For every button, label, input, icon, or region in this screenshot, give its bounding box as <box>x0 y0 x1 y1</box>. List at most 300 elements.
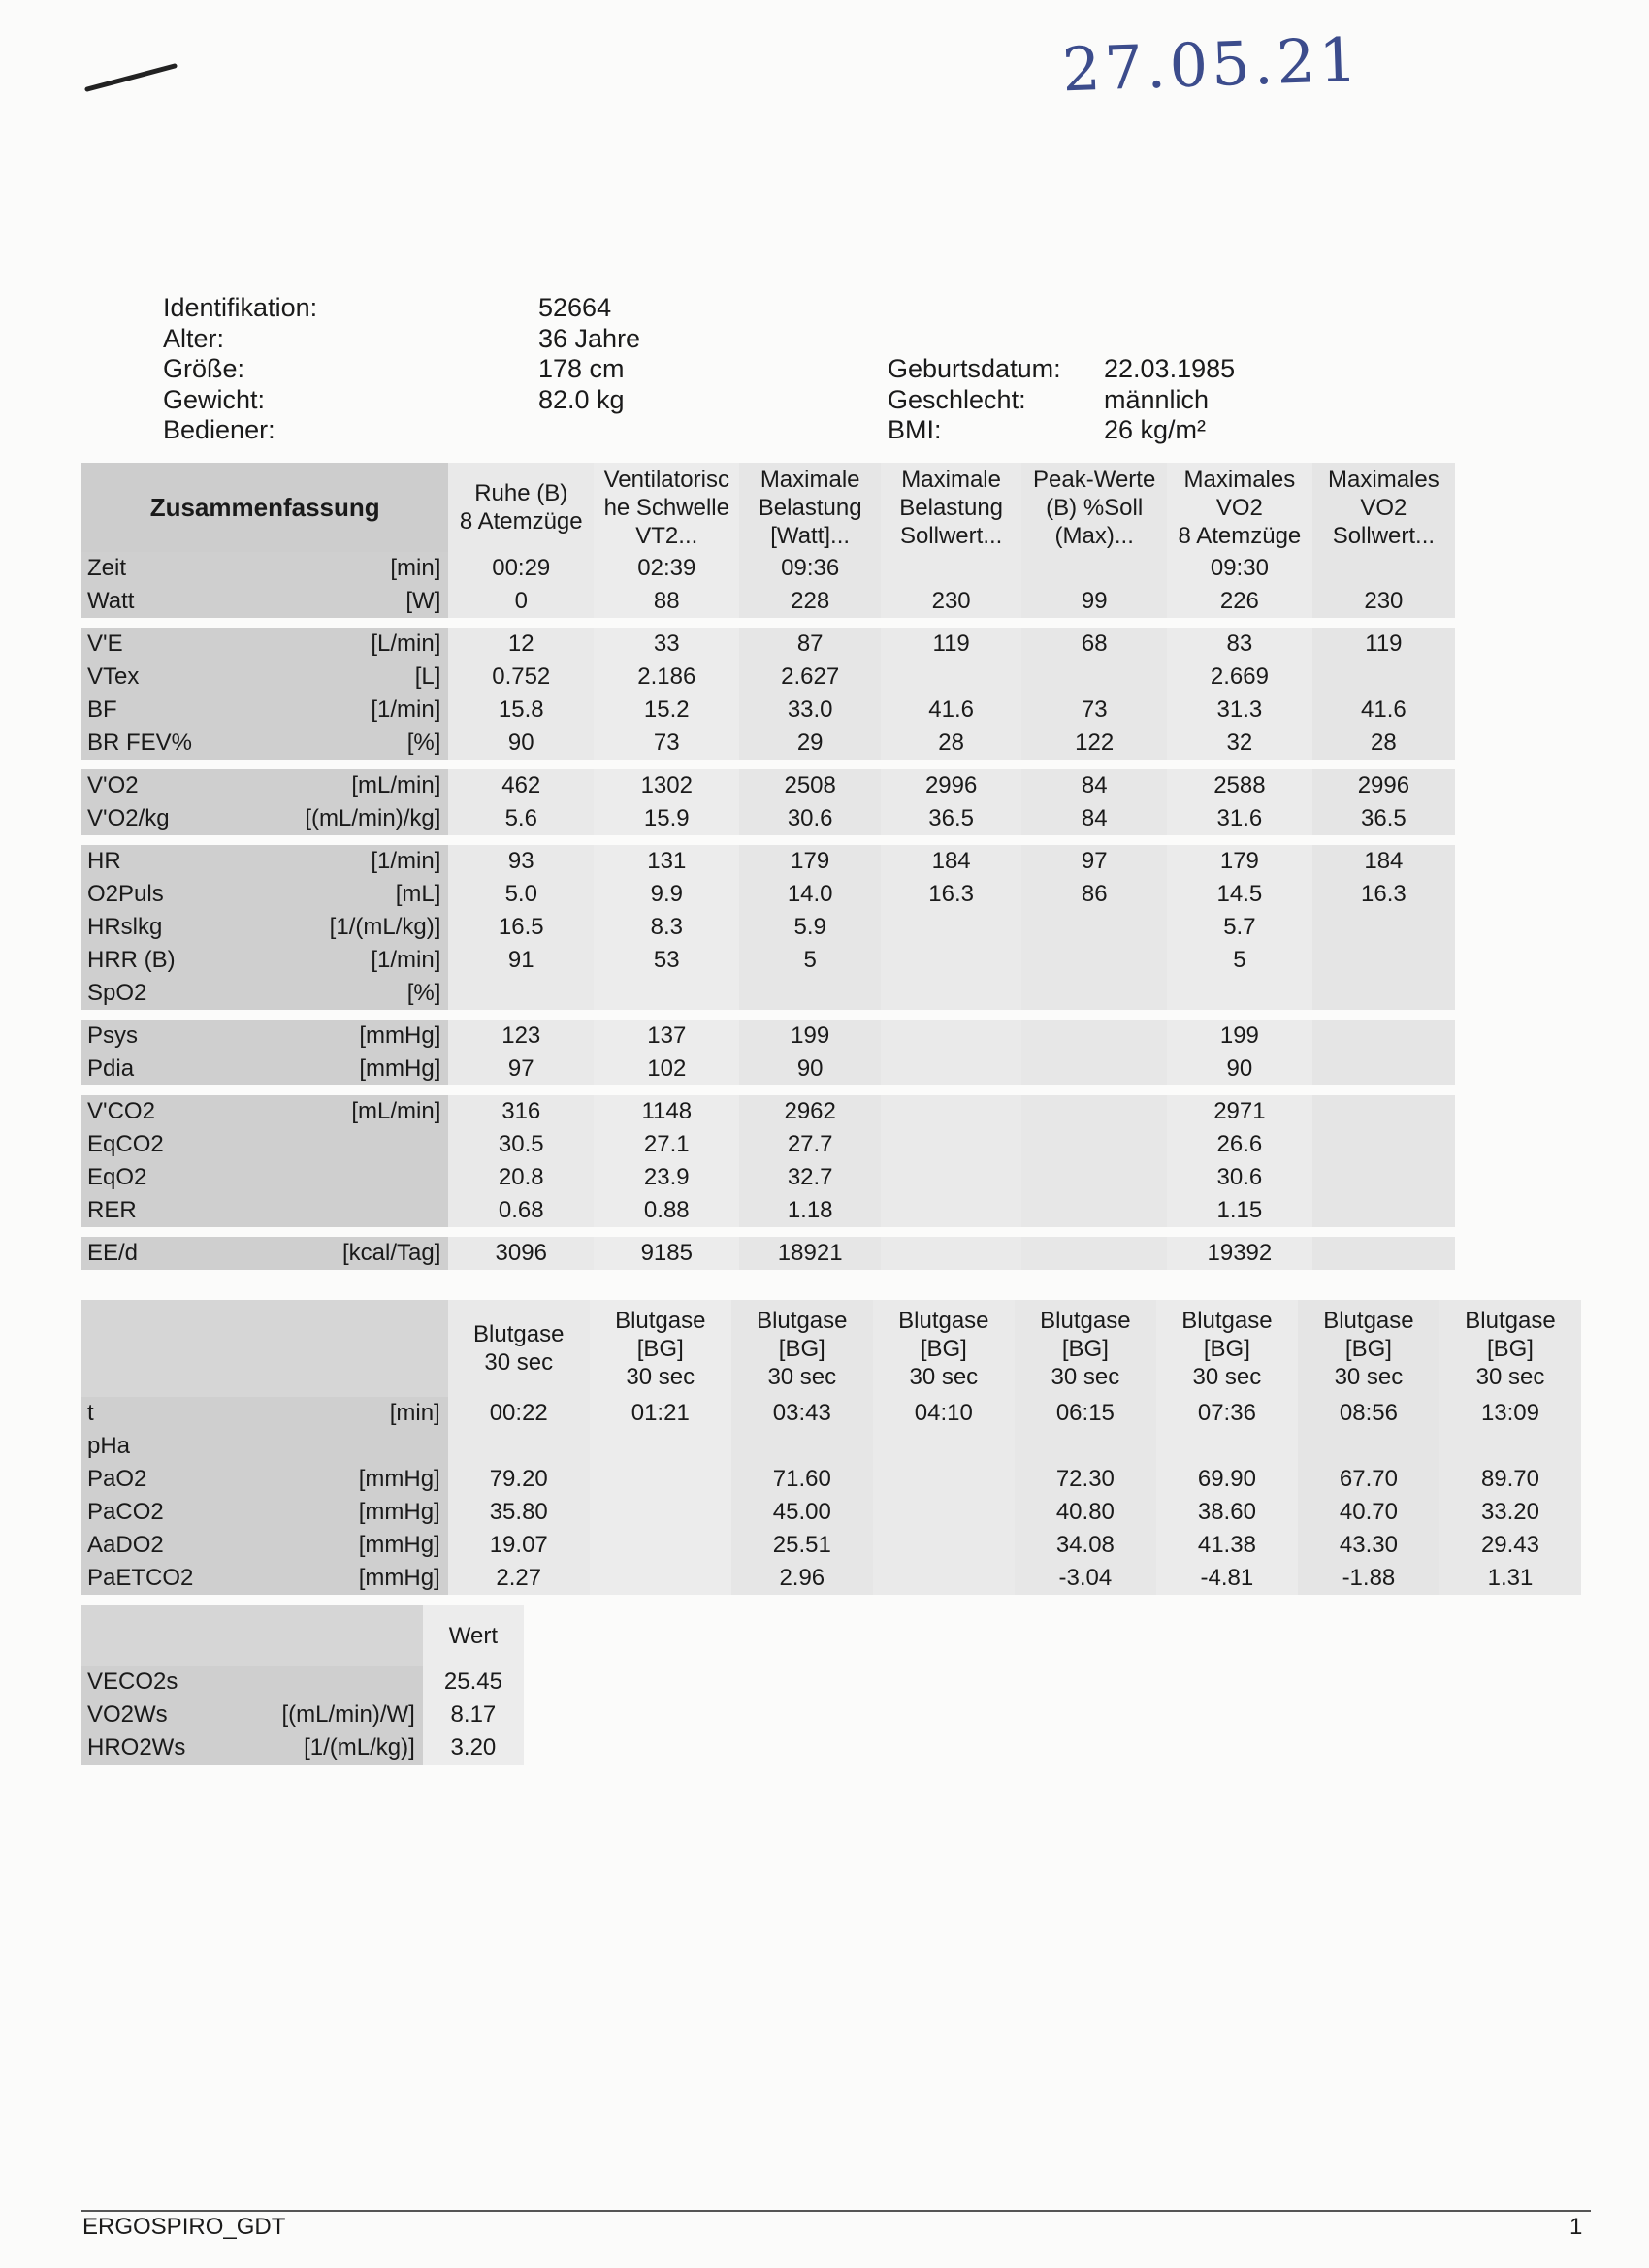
table-row <box>81 1397 1581 1430</box>
col-header-line: (B) %Soll <box>1046 494 1144 521</box>
col-header-line: Sollwert... <box>899 522 1003 549</box>
row-label: EqO2 <box>81 1161 250 1194</box>
table-row <box>81 694 1455 727</box>
table-cell: 99 <box>1021 585 1167 618</box>
table-cell: 137 <box>594 1020 739 1053</box>
table-cell <box>881 1053 1021 1085</box>
col-header-line: [BG] <box>778 1335 825 1362</box>
table-cell: 15.8 <box>448 694 594 727</box>
table-cell <box>1015 1430 1156 1463</box>
row-label: O2Puls <box>81 878 250 911</box>
row-unit <box>250 1161 449 1194</box>
table-row <box>81 727 1455 760</box>
table-cell <box>881 1020 1021 1053</box>
page-number: 1 <box>1569 2214 1583 2240</box>
group-spacer <box>81 835 1455 845</box>
table-cell: 09:30 <box>1167 552 1312 585</box>
spacer-cell <box>81 835 1455 845</box>
col-header-line: Blutgase <box>1465 1307 1556 1334</box>
table-cell: 87 <box>739 628 880 661</box>
table-cell <box>448 977 594 1010</box>
table-cell: 1.15 <box>1167 1194 1312 1227</box>
col-header-line: Blutgase <box>757 1307 848 1334</box>
row-label: VO2Ws <box>81 1699 236 1732</box>
table-cell: 27.1 <box>594 1128 739 1161</box>
table-row <box>81 944 1455 977</box>
bloodgas-col-header <box>873 1300 1015 1397</box>
slopes-table <box>81 1605 524 1765</box>
table-cell: 90 <box>1167 1053 1312 1085</box>
table-cell <box>1439 1430 1581 1463</box>
table-cell: 2588 <box>1167 769 1312 802</box>
table-cell: 13:09 <box>1439 1397 1581 1430</box>
row-label: Zeit <box>81 552 250 585</box>
table-cell <box>1298 1430 1439 1463</box>
row-unit: [%] <box>250 977 449 1010</box>
row-label: V'E <box>81 628 250 661</box>
table-cell: 8.17 <box>423 1699 524 1732</box>
row-unit: [(mL/min)/W] <box>236 1699 422 1732</box>
group-spacer <box>81 618 1455 628</box>
row-unit: [%] <box>250 727 449 760</box>
spacer-cell <box>81 1227 1455 1237</box>
table-cell: 93 <box>448 845 594 878</box>
table-cell <box>1021 911 1167 944</box>
table-cell <box>1021 1053 1167 1085</box>
table-cell: 79.20 <box>448 1463 590 1496</box>
row-unit: [1/min] <box>250 944 449 977</box>
table-cell: 16.3 <box>881 878 1021 911</box>
info-label: BMI: <box>888 415 942 444</box>
table-cell: 90 <box>448 727 594 760</box>
table-cell: 88 <box>594 585 739 618</box>
slopes-col-header: Wert <box>423 1605 524 1666</box>
table-cell: 41.6 <box>1312 694 1455 727</box>
table-cell: 1.18 <box>739 1194 880 1227</box>
table-cell: 31.6 <box>1167 802 1312 835</box>
table-cell <box>1312 944 1455 977</box>
table-cell <box>1021 1095 1167 1128</box>
row-label: HRslkg <box>81 911 250 944</box>
row-label: HRO2Ws <box>81 1732 236 1765</box>
table-cell: 462 <box>448 769 594 802</box>
table-cell: 38.60 <box>1156 1496 1298 1529</box>
row-unit: [(mL/min)/kg] <box>250 802 449 835</box>
table-cell: 14.5 <box>1167 878 1312 911</box>
table-cell: 2.186 <box>594 661 739 694</box>
table-cell: 179 <box>739 845 880 878</box>
table-row <box>81 1699 524 1732</box>
col-header-line: Blutgase <box>473 1321 565 1347</box>
summary-table <box>81 463 1455 1270</box>
table-row <box>81 1237 1455 1270</box>
table-cell: 5 <box>1167 944 1312 977</box>
table-cell: 2.96 <box>731 1562 873 1595</box>
col-header-line: 30 sec <box>909 1363 979 1390</box>
row-unit: [mmHg] <box>250 1053 449 1085</box>
table-row <box>81 1732 524 1765</box>
col-header-line: Sollwert... <box>1332 522 1436 549</box>
table-cell: 68 <box>1021 628 1167 661</box>
col-header-line: 30 sec <box>626 1363 695 1390</box>
table-cell <box>590 1430 731 1463</box>
table-cell: 29 <box>739 727 880 760</box>
table-row <box>81 1095 1455 1128</box>
col-header-line: 8 Atemzüge <box>1178 522 1302 549</box>
row-label: V'O2 <box>81 769 250 802</box>
table-cell <box>1156 1430 1298 1463</box>
table-cell: 01:21 <box>590 1397 731 1430</box>
info-label: Identifikation: <box>163 293 318 322</box>
table-cell: 226 <box>1167 585 1312 618</box>
table-row <box>81 585 1455 618</box>
table-cell: 31.3 <box>1167 694 1312 727</box>
table-row <box>81 1496 1581 1529</box>
table-cell: 28 <box>1312 727 1455 760</box>
table-cell: 228 <box>739 585 880 618</box>
table-cell: 16.5 <box>448 911 594 944</box>
patient-labels-right <box>888 354 1061 446</box>
table-cell <box>590 1529 731 1562</box>
table-cell: 5.0 <box>448 878 594 911</box>
col-header-line: he Schwelle <box>603 494 729 521</box>
table-cell: 123 <box>448 1020 594 1053</box>
col-header-line: Maximale <box>760 466 860 493</box>
spacer-cell <box>81 1085 1455 1095</box>
info-label: Bediener: <box>163 415 275 444</box>
table-row <box>81 552 1455 585</box>
row-unit: [1/(mL/kg)] <box>236 1732 422 1765</box>
summary-col-header <box>881 463 1021 552</box>
bloodgas-col-header <box>1156 1300 1298 1397</box>
table-cell: 30.6 <box>1167 1161 1312 1194</box>
row-unit: [mL] <box>250 878 449 911</box>
bloodgas-col-header <box>1015 1300 1156 1397</box>
table-cell: 12 <box>448 628 594 661</box>
bloodgas-col-header <box>590 1300 731 1397</box>
col-header-line: 30 sec <box>1192 1363 1262 1390</box>
bloodgas-col-header <box>1439 1300 1581 1397</box>
table-cell <box>1021 1161 1167 1194</box>
table-cell <box>873 1562 1015 1595</box>
table-row <box>81 1430 1581 1463</box>
table-cell: 15.2 <box>594 694 739 727</box>
table-cell <box>1312 1020 1455 1053</box>
summary-title: Zusammenfassung <box>81 463 448 552</box>
table-cell: 32 <box>1167 727 1312 760</box>
table-cell: 131 <box>594 845 739 878</box>
group-spacer <box>81 760 1455 769</box>
col-header-line: VT2... <box>635 522 698 549</box>
table-row <box>81 628 1455 661</box>
table-cell <box>1312 552 1455 585</box>
table-cell: 2971 <box>1167 1095 1312 1128</box>
table-cell <box>590 1463 731 1496</box>
table-cell: 83 <box>1167 628 1312 661</box>
table-cell <box>1312 1095 1455 1128</box>
row-unit: [mmHg] <box>254 1529 448 1562</box>
table-row <box>81 769 1455 802</box>
col-header-line: Belastung <box>758 494 862 521</box>
row-label: BF <box>81 694 250 727</box>
table-cell: 19.07 <box>448 1529 590 1562</box>
table-cell: 5 <box>739 944 880 977</box>
pen-stroke-mark <box>78 58 184 97</box>
row-unit: [W] <box>250 585 449 618</box>
row-label: EE/d <box>81 1237 250 1270</box>
col-header-line: Maximales <box>1328 466 1439 493</box>
row-label: Pdia <box>81 1053 250 1085</box>
table-row <box>81 661 1455 694</box>
table-cell: 5.7 <box>1167 911 1312 944</box>
info-value: 22.03.1985 <box>1104 354 1236 383</box>
handwritten-date: 27.05.21 <box>1060 23 1363 106</box>
row-unit: [mmHg] <box>254 1463 448 1496</box>
table-cell: 30.5 <box>448 1128 594 1161</box>
table-cell: 2962 <box>739 1095 880 1128</box>
row-unit: [mmHg] <box>254 1496 448 1529</box>
patient-values <box>538 293 640 446</box>
row-label: VECO2s <box>81 1666 236 1699</box>
col-header-line: Blutgase <box>615 1307 706 1334</box>
col-header-line: Peak-Werte <box>1033 466 1156 493</box>
table-cell <box>1021 944 1167 977</box>
table-cell: 36.5 <box>1312 802 1455 835</box>
col-header-line: VO2 <box>1360 494 1407 521</box>
table-cell <box>881 944 1021 977</box>
table-cell: 122 <box>1021 727 1167 760</box>
table-cell <box>881 911 1021 944</box>
table-row <box>81 977 1455 1010</box>
col-header-line: [BG] <box>1061 1335 1109 1362</box>
row-label: t <box>81 1397 254 1430</box>
table-cell: 0.68 <box>448 1194 594 1227</box>
bloodgas-corner <box>81 1300 448 1397</box>
col-header-line: Blutgase <box>898 1307 989 1334</box>
table-cell <box>873 1430 1015 1463</box>
table-cell: -3.04 <box>1015 1562 1156 1595</box>
table-cell: 97 <box>448 1053 594 1085</box>
bloodgas-col-header <box>731 1300 873 1397</box>
table-cell <box>590 1562 731 1595</box>
col-header-line: 8 Atemzüge <box>459 508 583 535</box>
table-cell: 1302 <box>594 769 739 802</box>
table-cell <box>1312 911 1455 944</box>
table-cell: 25.51 <box>731 1529 873 1562</box>
table-cell: 73 <box>594 727 739 760</box>
table-cell: 119 <box>881 628 1021 661</box>
table-row <box>81 911 1455 944</box>
table-row <box>81 1128 1455 1161</box>
table-cell: 32.7 <box>739 1161 880 1194</box>
table-cell: 45.00 <box>731 1496 873 1529</box>
summary-col-header <box>448 463 594 552</box>
info-value <box>538 415 640 446</box>
table-cell: 72.30 <box>1015 1463 1156 1496</box>
table-cell <box>1021 1194 1167 1227</box>
table-cell <box>731 1430 873 1463</box>
summary-col-header <box>739 463 880 552</box>
table-cell <box>881 552 1021 585</box>
table-cell <box>1312 1237 1455 1270</box>
row-label: PaCO2 <box>81 1496 254 1529</box>
info-label: Alter: <box>163 323 225 353</box>
table-cell <box>873 1529 1015 1562</box>
table-cell: 03:43 <box>731 1397 873 1430</box>
group-spacer <box>81 1227 1455 1237</box>
col-header-line: [BG] <box>1203 1335 1250 1362</box>
table-cell: 20.8 <box>448 1161 594 1194</box>
row-label: RER <box>81 1194 250 1227</box>
row-label: Watt <box>81 585 250 618</box>
table-cell: 09:36 <box>739 552 880 585</box>
info-value: 52664 <box>538 293 612 322</box>
bloodgas-header-row <box>81 1300 1581 1397</box>
table-cell: 15.9 <box>594 802 739 835</box>
table-row <box>81 1161 1455 1194</box>
row-label: VTex <box>81 661 250 694</box>
table-cell: 184 <box>881 845 1021 878</box>
info-label: Geschlecht: <box>888 384 1026 414</box>
table-cell: 5.9 <box>739 911 880 944</box>
table-cell <box>881 1161 1021 1194</box>
table-cell <box>1312 977 1455 1010</box>
table-cell <box>448 1430 590 1463</box>
summary-col-header <box>594 463 739 552</box>
table-cell: 69.90 <box>1156 1463 1298 1496</box>
table-row <box>81 845 1455 878</box>
row-unit: [L/min] <box>250 628 449 661</box>
table-cell: 2996 <box>1312 769 1455 802</box>
table-cell: 04:10 <box>873 1397 1015 1430</box>
row-label: PaETCO2 <box>81 1562 254 1595</box>
row-unit: [min] <box>254 1397 448 1430</box>
table-cell: 9.9 <box>594 878 739 911</box>
col-header-line: 30 sec <box>1051 1363 1120 1390</box>
table-cell: 00:22 <box>448 1397 590 1430</box>
table-cell: 89.70 <box>1439 1463 1581 1496</box>
table-cell: 2508 <box>739 769 880 802</box>
table-cell: 230 <box>881 585 1021 618</box>
group-spacer <box>81 1085 1455 1095</box>
bloodgas-col-header <box>448 1300 590 1397</box>
table-cell: 36.5 <box>881 802 1021 835</box>
col-header-line: [BG] <box>1344 1335 1392 1362</box>
table-cell: 08:56 <box>1298 1397 1439 1430</box>
row-label: pHa <box>81 1430 254 1463</box>
table-cell: -4.81 <box>1156 1562 1298 1595</box>
table-cell: 19392 <box>1167 1237 1312 1270</box>
table-cell: 3.20 <box>423 1732 524 1765</box>
table-cell: 14.0 <box>739 878 880 911</box>
table-cell: 43.30 <box>1298 1529 1439 1562</box>
bloodgas-col-header <box>1298 1300 1439 1397</box>
table-cell: 41.38 <box>1156 1529 1298 1562</box>
col-header-line: 30 sec <box>1475 1363 1545 1390</box>
row-unit: [mmHg] <box>250 1020 449 1053</box>
info-value: 82.0 kg <box>538 384 625 414</box>
table-cell <box>1312 1194 1455 1227</box>
table-row <box>81 802 1455 835</box>
col-header-line: 30 sec <box>767 1363 837 1390</box>
table-cell: 00:29 <box>448 552 594 585</box>
row-label: V'O2/kg <box>81 802 250 835</box>
table-cell: 84 <box>1021 802 1167 835</box>
row-label: HRR (B) <box>81 944 250 977</box>
info-value: männlich <box>1104 384 1210 414</box>
table-cell: 179 <box>1167 845 1312 878</box>
table-row <box>81 1562 1581 1595</box>
col-header-line: 30 sec <box>1334 1363 1404 1390</box>
col-header-line: (Max)... <box>1054 522 1134 549</box>
row-label: SpO2 <box>81 977 250 1010</box>
col-header-line: Ventilatorisc <box>603 466 729 493</box>
table-cell: 06:15 <box>1015 1397 1156 1430</box>
table-cell: 23.9 <box>594 1161 739 1194</box>
col-header-line: Blutgase <box>1323 1307 1414 1334</box>
table-cell: 07:36 <box>1156 1397 1298 1430</box>
col-header-line: [BG] <box>636 1335 684 1362</box>
row-label: V'CO2 <box>81 1095 250 1128</box>
row-unit: [L] <box>250 661 449 694</box>
table-row <box>81 1666 524 1699</box>
info-label: Größe: <box>163 354 245 383</box>
table-cell: 2.669 <box>1167 661 1312 694</box>
row-label: HR <box>81 845 250 878</box>
row-unit: [mL/min] <box>250 769 449 802</box>
table-cell <box>881 1237 1021 1270</box>
table-cell: 40.70 <box>1298 1496 1439 1529</box>
col-header-line: Blutgase <box>1181 1307 1273 1334</box>
table-cell <box>1312 661 1455 694</box>
col-header-line: [BG] <box>920 1335 967 1362</box>
table-cell: 0.88 <box>594 1194 739 1227</box>
table-cell: 84 <box>1021 769 1167 802</box>
info-label: Gewicht: <box>163 384 266 414</box>
table-cell <box>1021 661 1167 694</box>
row-unit <box>236 1666 422 1699</box>
patient-labels <box>163 293 317 446</box>
table-cell <box>1021 1020 1167 1053</box>
table-cell: 26.6 <box>1167 1128 1312 1161</box>
spacer-cell <box>81 1010 1455 1020</box>
footer-divider <box>81 2210 1591 2212</box>
table-cell: 02:39 <box>594 552 739 585</box>
row-unit: [min] <box>250 552 449 585</box>
table-cell: 0 <box>448 585 594 618</box>
table-cell <box>873 1496 1015 1529</box>
table-cell: 40.80 <box>1015 1496 1156 1529</box>
table-cell: 67.70 <box>1298 1463 1439 1496</box>
row-label: EqCO2 <box>81 1128 250 1161</box>
slopes-corner <box>81 1605 423 1666</box>
table-cell: 2.27 <box>448 1562 590 1595</box>
row-label: PaO2 <box>81 1463 254 1496</box>
col-header-line: [BG] <box>1486 1335 1534 1362</box>
col-header-line: [Watt]... <box>770 522 851 549</box>
row-label: Psys <box>81 1020 250 1053</box>
row-unit: [kcal/Tag] <box>250 1237 449 1270</box>
table-row <box>81 1463 1581 1496</box>
table-cell <box>739 977 880 1010</box>
table-cell: 184 <box>1312 845 1455 878</box>
table-cell: 86 <box>1021 878 1167 911</box>
table-cell: 27.7 <box>739 1128 880 1161</box>
info-label: Geburtsdatum: <box>888 354 1061 383</box>
table-cell: 9185 <box>594 1237 739 1270</box>
table-row <box>81 878 1455 911</box>
patient-values-right <box>1104 354 1235 446</box>
